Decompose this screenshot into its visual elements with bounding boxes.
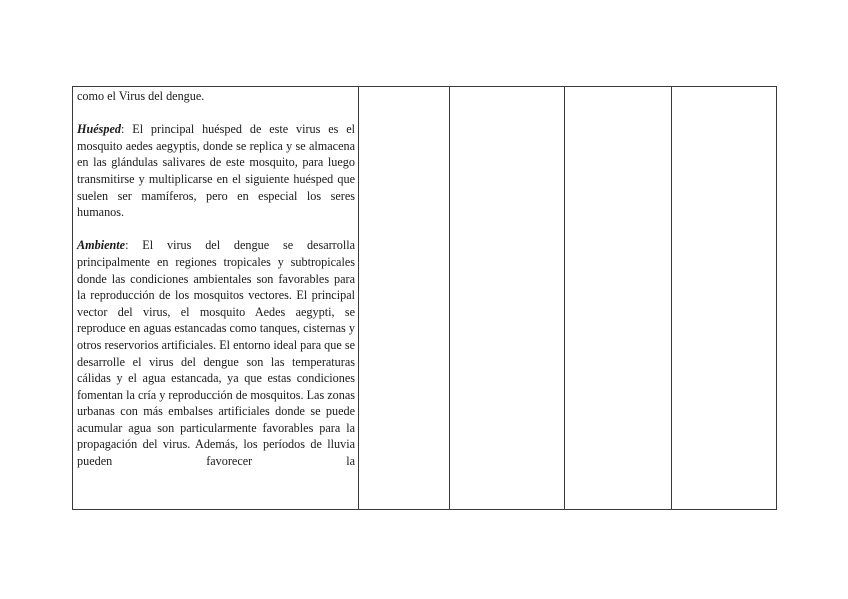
paragraph-huesped bbox=[77, 121, 355, 221]
paragraph-ambiente bbox=[77, 237, 355, 469]
content-table bbox=[72, 86, 777, 510]
ambiente-text: : El virus del dengue se desarrolla principalmente en regiones tropicales y subtropicales donde las condiciones ambientales son favorables para la reproducción de los mosquitos vectores. El principal vector del virus, el mosquito Aedes aegypti, se reproduce en aguas estancadas como tanques, cisternas y otros reservorios artificiales. El entorno ideal para que se desarrolle el virus del dengue son las temperaturas cálidas y el agua estancada, ya que estas condiciones fomentan la cría y reproducción de mosquitos. Las zonas urbanas con más embalses artificiales donde se puede acumular agua son particularmente favorables para la propagación del virus. Además, los períodos de lluvia pueden favorecer la bbox=[77, 238, 355, 469]
paragraph-gap bbox=[77, 221, 355, 238]
paragraph-gap bbox=[77, 105, 355, 122]
table-cell-empty bbox=[450, 87, 565, 510]
cell-content bbox=[73, 87, 358, 470]
table-cell-empty bbox=[565, 87, 672, 510]
table-cell-text bbox=[73, 87, 359, 510]
paragraph-continuation: como el Virus del dengue. bbox=[77, 89, 205, 103]
huesped-text: : El principal huésped de este virus es el mosquito aedes aegyptis, donde se replica y se almacena en las glándulas salivares de este mosquito, para luego transmitirse y multiplicarse en el siguiente huésped que suelen ser mamíferos, pero en especial los seres humanos. bbox=[77, 122, 355, 220]
table-cell-empty bbox=[359, 87, 450, 510]
table-cell-empty bbox=[672, 87, 777, 510]
table-row bbox=[73, 87, 777, 510]
ambiente-label: Ambiente bbox=[77, 238, 126, 253]
huesped-label: Huésped bbox=[77, 122, 122, 137]
